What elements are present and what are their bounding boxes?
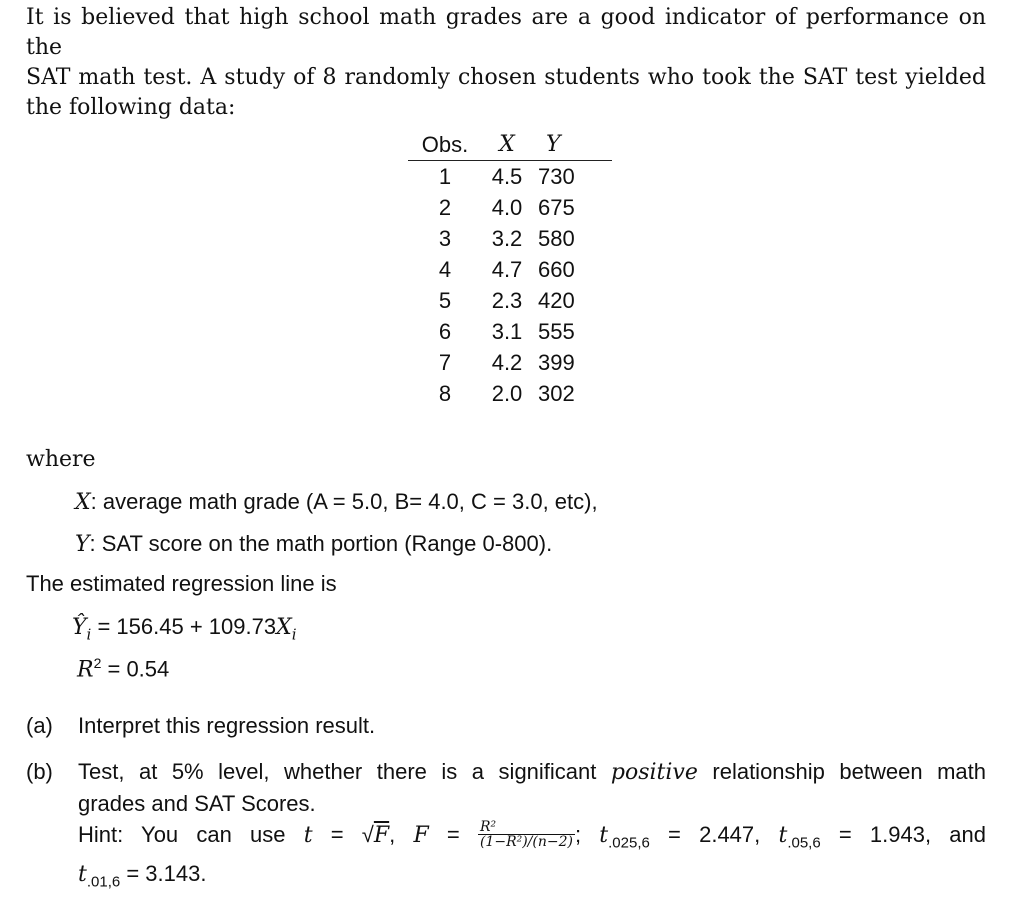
y-definition-text: : SAT score on the math portion (Range 0-800). [89, 531, 553, 556]
fraction-numerator: R² [478, 820, 575, 835]
where-label: where [26, 447, 96, 472]
t01-symbol: t [78, 862, 87, 888]
t05-symbol: t [778, 823, 788, 848]
r-squared-value: = 0.54 [101, 656, 170, 682]
hint-line-2 [26, 858, 986, 897]
header-obs: Obs. [408, 128, 482, 161]
t025-symbol: t [599, 823, 609, 848]
hint-t: t [303, 823, 313, 848]
y-definition [75, 531, 552, 557]
cell-x: 4.0 [491, 195, 523, 220]
table-row [408, 378, 612, 409]
cell-x: 2.0 [491, 381, 523, 406]
regression-x-var: X [276, 615, 292, 640]
y-hat-symbol: Ŷ [72, 615, 87, 640]
hint-sep: ; [574, 822, 600, 847]
regression-rhs: = 156.45 + 109.73 [91, 614, 277, 639]
question-b-line-2: grades and SAT Scores. [78, 791, 316, 816]
regression-x-subscript: i [291, 625, 297, 644]
question-a-text: Interpret this regression result. [78, 713, 376, 738]
cell-obs: 4 [438, 257, 452, 282]
hint-prefix: Hint: You can use [78, 822, 304, 847]
cell-obs: 6 [438, 319, 452, 344]
x-definition [75, 489, 598, 515]
t025-value: = 2.447, [649, 822, 779, 847]
question-b-text-2a: relationship between math [697, 759, 986, 784]
intro-line-2: SAT math test. A study of 8 randomly chosen students who took the SAT test yielded [26, 65, 986, 90]
cell-y: 420 [538, 288, 575, 313]
cell-y: 555 [538, 319, 575, 344]
cell-obs: 2 [438, 195, 452, 220]
cell-y: 660 [538, 257, 575, 282]
header-y: Y [532, 128, 612, 161]
hint-f: F [373, 823, 390, 848]
t05-subscript: .05,6 [787, 834, 821, 852]
t01-value: = 3.143. [120, 861, 207, 887]
cell-x: 4.2 [491, 350, 523, 375]
cell-obs: 3 [438, 226, 452, 251]
table-row [408, 254, 612, 285]
y-hat-subscript: i [86, 625, 92, 644]
regression-equation [72, 614, 297, 643]
question-b-text-1: Test, at 5% level, whether there is a significant [78, 759, 611, 784]
cell-y: 302 [538, 381, 575, 406]
question-b-line-1 [26, 756, 986, 788]
t025-subscript: .025,6 [608, 834, 650, 852]
hint-f2: F [413, 823, 429, 848]
table-row [408, 347, 612, 378]
hint-fraction [478, 820, 575, 849]
cell-x: 3.1 [491, 319, 523, 344]
hint-line-1 [26, 819, 986, 858]
t01-subscript: .01,6 [86, 873, 121, 891]
x-variable: X [75, 490, 91, 515]
cell-x: 4.5 [491, 164, 523, 189]
data-table [408, 128, 612, 409]
intro-line-1: It is believed that high school math grades are a good indicator of performance on the [26, 5, 986, 60]
cell-x: 3.2 [491, 226, 523, 251]
question-a-label: (a) [26, 713, 53, 738]
table-row [408, 192, 612, 223]
question-b [26, 756, 986, 898]
y-variable: Y [75, 532, 90, 557]
table-header-row [408, 128, 612, 161]
table-row [408, 285, 612, 316]
question-b-emphasis: positive [610, 760, 698, 785]
fraction-denominator: (1−R²)/(n−2) [479, 833, 573, 850]
cell-y: 675 [538, 195, 575, 220]
cell-obs: 5 [438, 288, 452, 313]
x-definition-text: : average math grade (A = 5.0, B= 4.0, C = 3.0, etc), [90, 489, 598, 514]
question-b-label: (b) [26, 759, 53, 784]
cell-y: 730 [538, 164, 575, 189]
hint-eq2: = [428, 822, 478, 847]
table-row [408, 316, 612, 347]
cell-x: 2.3 [491, 288, 523, 313]
cell-obs: 7 [438, 350, 452, 375]
hint-eq1: = √ [312, 822, 374, 847]
r-squared-equation: $R^2 = 0.54$ [77, 655, 170, 683]
intro-line-3: the following data: [26, 95, 236, 120]
header-x: X [482, 128, 532, 161]
question-a [26, 713, 375, 739]
regression-intro: The estimated regression line is [26, 571, 337, 596]
t05-value: = 1.943, and [820, 822, 986, 847]
r-symbol: R [77, 657, 94, 683]
hint-comma: , [389, 822, 414, 847]
cell-x: 4.7 [491, 257, 523, 282]
cell-y: 399 [538, 350, 575, 375]
table-row [408, 161, 612, 193]
table-row [408, 223, 612, 254]
intro-paragraph [26, 3, 986, 123]
cell-obs: 1 [438, 164, 452, 189]
cell-obs: 8 [438, 381, 452, 406]
cell-y: 580 [538, 226, 575, 251]
